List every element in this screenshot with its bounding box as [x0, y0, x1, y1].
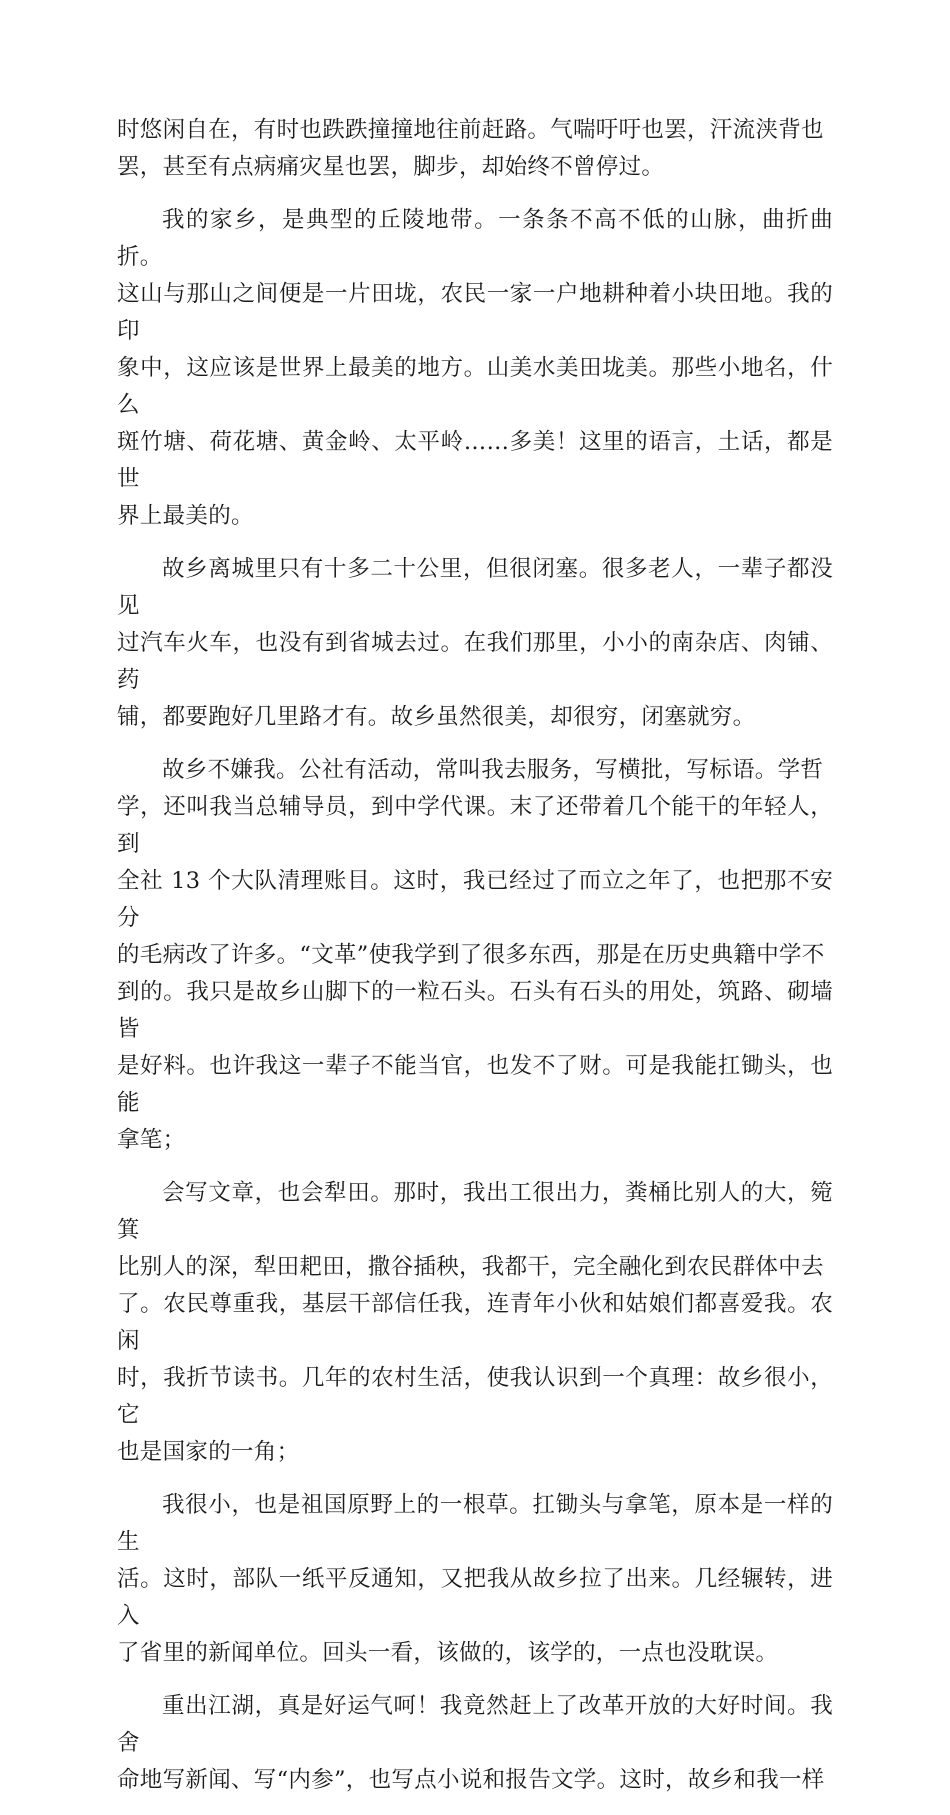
paragraph-7: 重出江湖，真是好运气呵！我竟然赶上了改革开放的大好时间。我舍 命地写新闻、写“内参”，也写点小说和报告文学。这时，故乡和我一样 — [117, 1693, 833, 1793]
document-body — [117, 112, 833, 1815]
paragraph-5: 会写文章，也会犁田。那时，我出工很出力，粪桶比别人的大，箢箕 比别人的深，犁田耙田，撒谷插秧，我都干，完全融化到农民群体中去 了。农民尊重我，基层干部信任我，连青年小伙和姑娘们都喜爱我。农闲 时，我折节读书。几年的农村生活，使我认识到一个真理：故乡很小，它 也是国家的一角； — [117, 1180, 833, 1465]
paragraph-6: 我很小，也是祖国原野上的一根草。扛锄头与拿笔，原本是一样的生 活。这时，部队一纸平反通知，又把我从故乡拉了出来。几经辗转，进入 了省里的新闻单位。回头一看，该做的，该学的，一点也没耽误。 — [117, 1492, 833, 1666]
paragraph-2: 我的家乡，是典型的丘陵地带。一条条不高不低的山脉，曲折曲折。 这山与那山之间便是一片田垅，农民一家一户地耕种着小块田地。我的印 象中，这应该是世界上最美的地方。山美水美田垅美。那些小地名，什么 斑竹塘、荷花塘、黄金岭、太平岭……多美！这里的语言，土话，都是世 界上最美的。 — [117, 207, 833, 529]
paragraph-3: 故乡离城里只有十多二十公里，但很闭塞。很多老人，一辈子都没见 过汽车火车，也没有到省城去过。在我们那里，小小的南杂店、肉铺、药 铺，都要跑好几里路才有。故乡虽然很美，却很穷，闭塞就穷。 — [117, 556, 833, 730]
paragraph-4: 故乡不嫌我。公社有活动，常叫我去服务，写横批，写标语。学哲 学，还叫我当总辅导员，到中学代课。末了还带着几个能干的年轻人，到 全社 13 个大队清理账目。这时，我已经过了而立之年了，也把那不安分 的毛病改了许多。“文革”使我学到了很多东西，那是在历史典籍中学不 到的。我只是故乡山脚下的一粒石头。石头有石头的用处，筑路、砌墙皆 是好料。也许我这一辈子不能当官，也发不了财。可是我能扛锄头，也能 拿笔； — [117, 757, 833, 1153]
paragraph-1: 时悠闲自在，有时也跌跌撞撞地往前赶路。气喘吁吁也罢，汗流浃背也 罢，甚至有点病痛灾星也罢，脚步，却始终不曾停过。 — [117, 117, 824, 180]
